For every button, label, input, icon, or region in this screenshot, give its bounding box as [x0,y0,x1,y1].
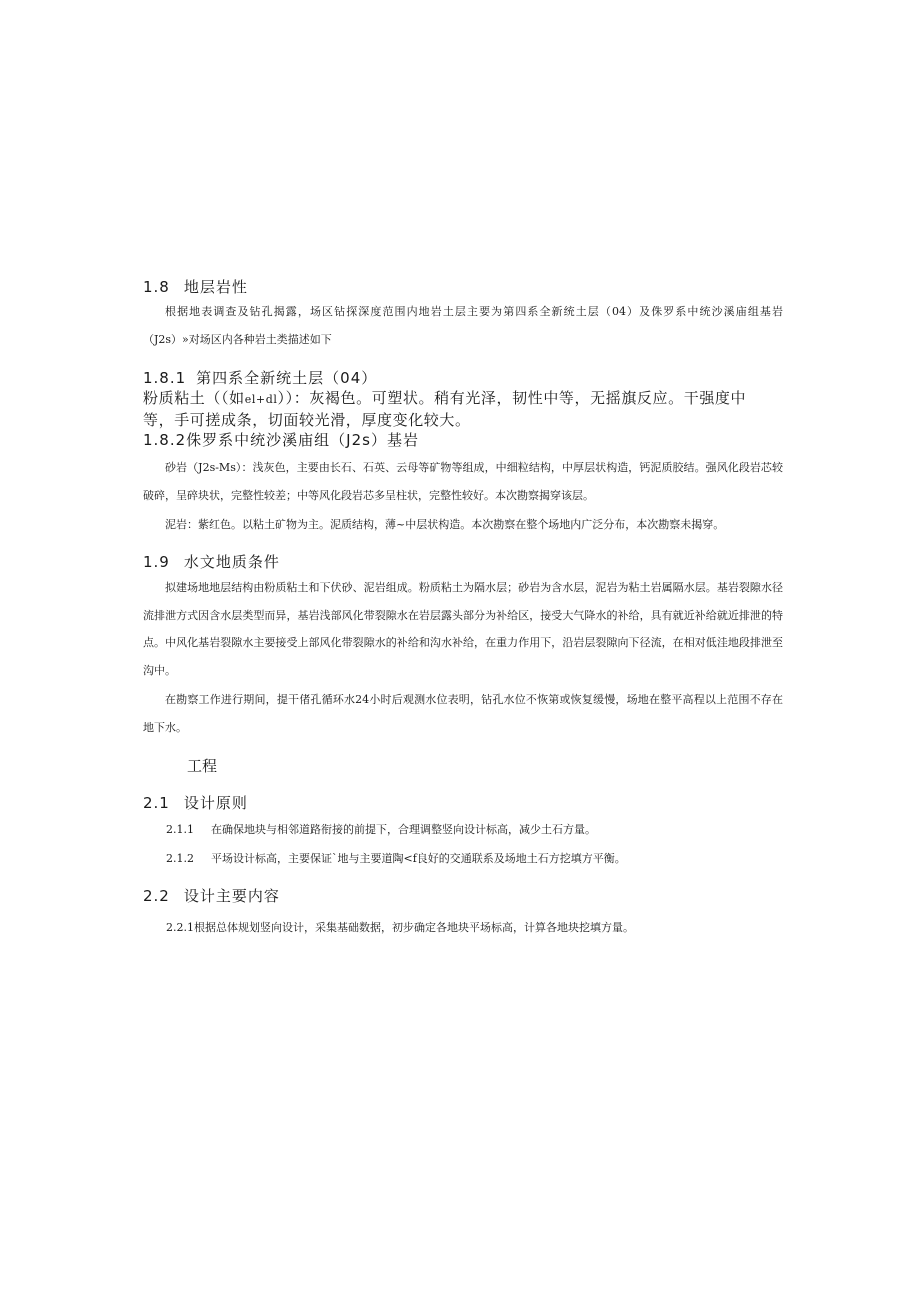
section-number: 1.8.1 [143,369,187,387]
list-item-number: 2.1.1 [166,823,194,836]
list-item-number: 2.1.2 [166,852,194,865]
list-item-text: 平场设计标高，主要保证`地与主要道陶<f良好的交通联系及场地土石方挖填方平衡。 [211,852,626,865]
paragraph-stratum-intro: 根据地表调查及钻孔揭露，场区钻探深度范围内地岩土层主要为第四系全新统土层（04）及侏罗系中统沙溪庙组基岩（J2s）»对场区内各种岩土类描述如下 [143,305,783,346]
section-number: 1.9 [143,553,170,571]
section-number: 2.1 [143,794,170,812]
section-heading-2-1 [143,793,783,813]
section-title: 设计原则 [183,794,248,812]
list-item: 2.2.1根据总体规划竖向设计，采集基础数据，初步确定各地块平场标高，计算各地块挖填方量。 [166,921,634,934]
section-heading-1-8-2: 1.8.2侏罗系中统沙溪庙组（J2s）基岩 [143,431,419,449]
section-number: 1.8 [143,278,170,296]
section-heading-1-8-1 [143,368,783,388]
section-heading-2-2 [143,886,783,906]
text-run: ））：灰褐色。可塑状。稍有光泽，韧性中等，无摇旗反应。干强度中等，手可搓成条，切面较光滑，厚度变化较大。 [143,389,747,429]
list-item [166,822,806,838]
paragraph-groundwater: 在勘察工作进行期间，提干偖孔循环水24小时后观测水位表明，钻孔水位不恢第或恢复缓慢，场地在整平高程以上范围不存在地下水。 [143,693,783,734]
text-run-code: el+dl [244,393,278,406]
section-title: 设计主要内容 [183,887,280,905]
section-title: 水文地质条件 [183,553,280,571]
paragraph-sandstone: 砂岩（J2s-Ms）：浅灰色，主要由长石、石英、云母等矿物等组成，中细粒结构，中厚层状构造，钙泥质胶结。强风化段岩芯较破碎，呈碎块状，完整性较差；中等风化段岩芯多呈柱状，完整性较好。本次勘察揭穿该层。 [143,461,783,502]
section-number: 2.2 [143,887,170,905]
paragraph-silty-clay [143,388,763,430]
section-heading-1-9 [143,552,783,572]
list-item [166,851,806,867]
paragraph-mudstone: 泥岩：紫红色。以粘土矿物为主。泥质结构，薄~中层状构造。本次勘察在整个场地内广泛分布，本次勘察未揭穿。 [165,518,725,531]
paragraph-hydrogeology: 拟建场地地层结构由粉质粘土和下伏砂、泥岩组成。粉质粘土为隔水层；砂岩为含水层，泥岩为粘土岩属隔水层。基岩裂隙水径流排泄方式因含水层类型而异，基岩浅部风化带裂隙水在岩层露头部分为补给区，接受大气降水的补给，具有就近补给就近排泄的特点。中风化基岩裂隙水主要接受上部风化带裂隙水的补给和沟水补给，在重力作用下，沿岩层裂隙向下径流，在相对低洼地段排泄至沟中。 [143,581,783,677]
section-heading-1-8 [143,277,783,297]
section-title: 地层岩性 [183,278,248,296]
chapter-title: 工程 [187,757,218,775]
section-title: 第四系全新统土层（04） [196,369,378,387]
text-run: 粉质粘土（（如 [143,389,245,407]
list-item-text: 在确保地块与相邻道路衔接的前提下，合理调整竖向设计标高，减少土石方量。 [211,823,596,836]
